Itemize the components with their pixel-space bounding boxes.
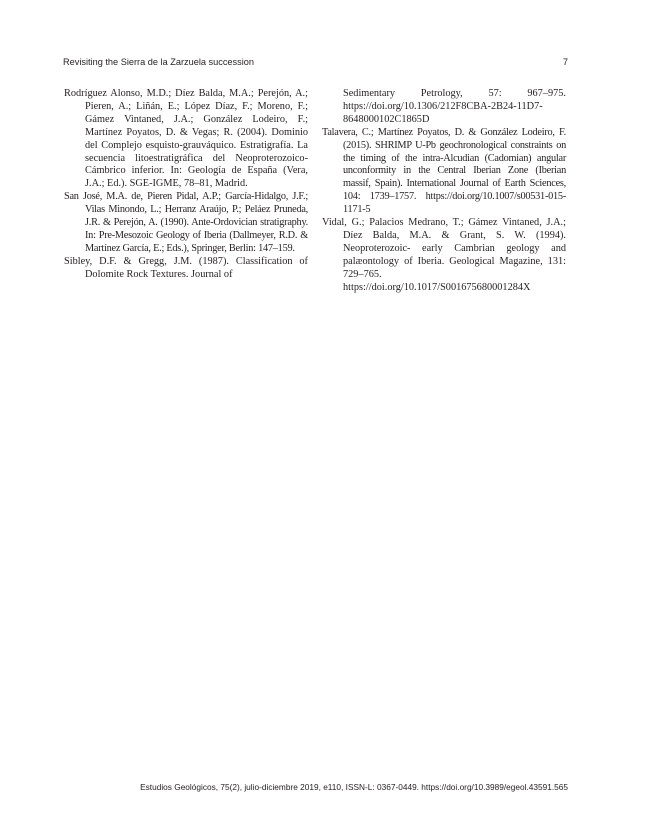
reference-entry: Rodríguez Alonso, M.D.; Díez Balda, M.A.; Perejón, A.; Pieren, A.; Liñán, E.; López Díaz, F.; Moreno, F.; Gámez Vintaned, J.A.; González Lodeiro, F.; Martínez Poyatos, D. & Vegas; R. (2004). Dominio del Complejo esquisto-grauváquico. Estratigrafía. La secuencia litoestratigráfica del Neoproterozoico-Cámbrico inferior. In: Geología de España (Vera, J.A.; Ed.). SGE-IGME, 78–81, Madrid. <box>64 88 308 190</box>
journal-footer: Estudios Geológicos, 75(2), julio-diciembre 2019, e110, ISSN-L: 0367-0449. https://doi.org/10.3989/egeol.43591.565 <box>140 782 568 792</box>
reference-entry-continuation: Sedimentary Petrology, 57: 967–975. https://doi.org/10.1306/212F8CBA-2B24-11D7-8648000102C1865D <box>343 88 566 125</box>
references-right-column <box>322 88 566 295</box>
reference-entry: Talavera, C.; Martínez Poyatos, D. & González Lodeiro, F. (2015). SHRIMP U-Pb geochronological constraints on the timing of the intra-Alcudian (Cadomian) angular unconformity in the Central Iberian Zone (Iberian massif, Spain). International Journal of Earth Sciences, 104: 1739–1757. https://doi.org/10.1007/s00531-015-1171-5 <box>322 126 566 216</box>
reference-entry: San José, M.A. de, Pieren Pidal, A.P.; García-Hidalgo, J.F.; Vilas Minondo, L.; Herranz Araújo, P.; Peláez Pruneda, J.R. & Perejón, A. (1990). Ante-Ordovician stratigraphy. In: Pre-Mesozoic Geology of Iberia (Dallmeyer, R.D. & Martínez García, E.; Eds.), Springer, Berlin: 147–159. <box>64 191 308 254</box>
page-number: 7 <box>562 57 568 67</box>
reference-entry: Sibley, D.F. & Gregg, J.M. (1987). Classification of Dolomite Rock Textures. Journal of <box>64 255 308 280</box>
running-title: Revisiting the Sierra de la Zarzuela succession <box>63 57 254 67</box>
reference-entry: Vidal, G.; Palacios Medrano, T.; Gámez Vintaned, J.A.; Díez Balda, M.A. & Grant, S. W. (1994). Neoproterozoic- early Cambrian geology and palæontology of Iberia. Geological Magazine, 131: 729–765. https://doi.org/10.1017/S001675680001284X <box>322 217 566 293</box>
references-left-column <box>64 88 308 282</box>
running-head <box>63 55 568 69</box>
